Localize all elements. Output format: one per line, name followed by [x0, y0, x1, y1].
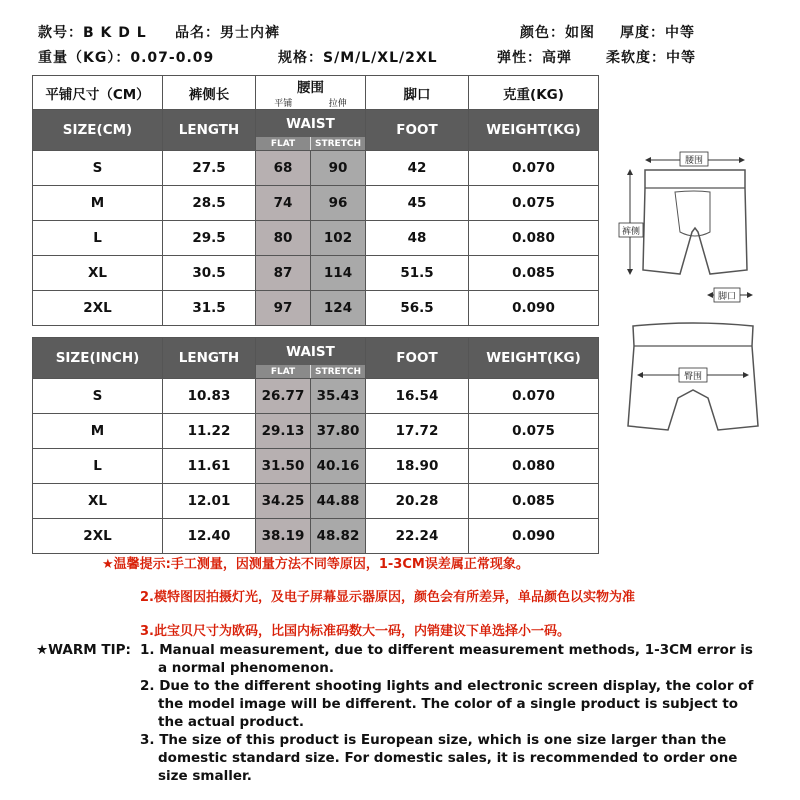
size-cell: L [33, 221, 163, 256]
weight-header: WEIGHT(KG) [469, 110, 599, 151]
table-row [33, 291, 599, 326]
foot-header: FOOT [366, 338, 469, 379]
side-diagram-label: 裤侧 [621, 227, 641, 237]
foot-diagram-label: 脚口 [717, 292, 737, 302]
weight-cell: 0.085 [469, 484, 599, 519]
length-cell: 29.5 [163, 221, 256, 256]
elastic-value: 高弹 [542, 50, 572, 66]
waist-diagram-label: 腰围 [684, 156, 704, 166]
flat-label: FLAT [256, 365, 310, 378]
stretch-label: STRETCH [310, 365, 365, 378]
color-label: 颜色： [520, 25, 565, 41]
spec-value: S/M/L/XL/2XL [323, 50, 438, 66]
weight-cell: 0.080 [469, 221, 599, 256]
waist-label: WAIST [286, 115, 335, 132]
softness-label: 柔软度： [606, 50, 666, 66]
stretch-cell: 44.88 [311, 484, 366, 519]
foot-cell: 56.5 [366, 291, 469, 326]
flat-cell: 97 [256, 291, 311, 326]
table-row [33, 151, 599, 186]
foot-cell: 22.24 [366, 519, 469, 554]
flat-cell: 80 [256, 221, 311, 256]
foot-cell: 51.5 [366, 256, 469, 291]
flat-cell: 38.19 [256, 519, 311, 554]
table-row [33, 221, 599, 256]
flat-cell: 68 [256, 151, 311, 186]
length-cell: 10.83 [163, 379, 256, 414]
color-info [520, 22, 595, 42]
stretch-cell: 102 [311, 221, 366, 256]
product-name-value: 男士内裤 [220, 25, 280, 41]
note-cn-3: 3.此宝贝尺寸为欧码，比国内标准码数大一码，内销建议下单选择小一码。 [140, 624, 570, 639]
spec-label: 规格： [278, 50, 323, 66]
stretch-cell: 90 [311, 151, 366, 186]
softness-info [606, 47, 696, 67]
flat-cell: 74 [256, 186, 311, 221]
warm-tip-1: 1. Manual measurement, due to different measurement methods, 1-3CM error is a normal phenomenon. [140, 642, 753, 676]
foot-cell: 42 [366, 151, 469, 186]
cn-waist-label: 腰围 [297, 80, 324, 96]
weight-header: WEIGHT(KG) [469, 338, 599, 379]
stretch-cell: 40.16 [311, 449, 366, 484]
size-cell: XL [33, 256, 163, 291]
size-table-cm [32, 75, 599, 326]
thickness-value: 中等 [665, 25, 695, 41]
size-header: SIZE(INCH) [33, 338, 163, 379]
foot-cell: 18.90 [366, 449, 469, 484]
softness-value: 中等 [666, 50, 696, 66]
length-cell: 11.22 [163, 414, 256, 449]
header-line-1 [38, 22, 147, 42]
cn-header-row [33, 76, 599, 110]
length-cell: 30.5 [163, 256, 256, 291]
foot-header: FOOT [366, 110, 469, 151]
length-cell: 11.61 [163, 449, 256, 484]
length-header: LENGTH [163, 110, 256, 151]
table-row [33, 186, 599, 221]
cn-weight-header: 克重(KG) [469, 76, 599, 110]
inch-header-row [33, 338, 599, 379]
warm-tip-3: 3. The size of this product is European size, which is one size larger than the domestic standard size. For domestic sales, it is recommended to order one size smaller. [140, 732, 738, 784]
elastic-label: 弹性： [497, 50, 542, 66]
flat-label: FLAT [256, 137, 310, 150]
table-row [33, 379, 599, 414]
weight-cell: 0.080 [469, 449, 599, 484]
cn-stretch-label: 拉伸 [328, 99, 347, 109]
flat-cell: 26.77 [256, 379, 311, 414]
size-cell: S [33, 151, 163, 186]
elastic-info [497, 47, 572, 67]
stretch-cell: 96 [311, 186, 366, 221]
foot-cell: 16.54 [366, 379, 469, 414]
foot-cell: 20.28 [366, 484, 469, 519]
cn-foot-header: 脚口 [366, 76, 469, 110]
garment-front-diagram [610, 140, 775, 310]
hip-diagram-label: 臀围 [683, 372, 703, 382]
stretch-cell: 35.43 [311, 379, 366, 414]
warm-tip-2: 2. Due to the different shooting lights and electronic screen display, the color of the model image will be different. The color of a single product is subject to the actual product. [140, 678, 754, 730]
color-value: 如图 [565, 25, 595, 41]
stretch-cell: 48.82 [311, 519, 366, 554]
flat-cell: 29.13 [256, 414, 311, 449]
weight-cell: 0.070 [469, 379, 599, 414]
cn-size-header: 平铺尺寸（CM） [33, 76, 163, 110]
length-cell: 12.01 [163, 484, 256, 519]
weight-cell: 0.085 [469, 256, 599, 291]
weight-cell: 0.070 [469, 151, 599, 186]
waist-label: WAIST [286, 343, 335, 360]
product-name [175, 22, 280, 42]
shorts-outline [643, 170, 747, 274]
waist-header [256, 110, 366, 151]
foot-cell: 45 [366, 186, 469, 221]
note-cn-1: ★温馨提示:手工测量，因测量方法不同等原因，1-3CM误差属正常现象。 [102, 557, 529, 572]
size-table-inch [32, 337, 599, 554]
item-no-label: 款号： [38, 25, 83, 41]
cn-length-header: 裤侧长 [163, 76, 256, 110]
size-header: SIZE(CM) [33, 110, 163, 151]
thickness-label: 厚度： [620, 25, 665, 41]
thickness-info [620, 22, 695, 42]
weight-value: 0.07-0.09 [130, 50, 215, 66]
foot-cell: 17.72 [366, 414, 469, 449]
cn-flat-label: 平铺 [274, 99, 293, 109]
cn-waist-header [256, 76, 366, 110]
table-row [33, 449, 599, 484]
size-cell: S [33, 379, 163, 414]
size-cell: M [33, 414, 163, 449]
weight-cell: 0.075 [469, 186, 599, 221]
weight-cell: 0.075 [469, 414, 599, 449]
flat-cell: 87 [256, 256, 311, 291]
size-cell: 2XL [33, 291, 163, 326]
stretch-cell: 114 [311, 256, 366, 291]
foot-cell: 48 [366, 221, 469, 256]
length-cell: 28.5 [163, 186, 256, 221]
size-cell: XL [33, 484, 163, 519]
stretch-cell: 37.80 [311, 414, 366, 449]
size-cell: L [33, 449, 163, 484]
waist-header [256, 338, 366, 379]
stretch-cell: 124 [311, 291, 366, 326]
item-no-value: B K D L [83, 25, 147, 41]
size-cell: 2XL [33, 519, 163, 554]
table-row [33, 484, 599, 519]
weight-cell: 0.090 [469, 291, 599, 326]
weight-cell: 0.090 [469, 519, 599, 554]
flat-cell: 31.50 [256, 449, 311, 484]
stretch-label: STRETCH [310, 137, 365, 150]
table-row [33, 414, 599, 449]
warm-tip-label: ★WARM TIP: [36, 642, 131, 658]
length-cell: 31.5 [163, 291, 256, 326]
length-cell: 27.5 [163, 151, 256, 186]
table-row [33, 256, 599, 291]
table-row [33, 519, 599, 554]
product-name-label: 品名： [175, 25, 220, 41]
spec-info [278, 47, 438, 67]
size-cell: M [33, 186, 163, 221]
weight-label: 重量（KG）： [38, 50, 131, 66]
length-cell: 12.40 [163, 519, 256, 554]
header-line-2 [38, 47, 214, 67]
length-header: LENGTH [163, 338, 256, 379]
flat-cell: 34.25 [256, 484, 311, 519]
en-header-row [33, 110, 599, 151]
garment-back-diagram [618, 318, 768, 458]
note-cn-2: 2.模特图因拍摄灯光，及电子屏幕显示器原因，颜色会有所差异，单品颜色以实物为准 [140, 590, 635, 605]
